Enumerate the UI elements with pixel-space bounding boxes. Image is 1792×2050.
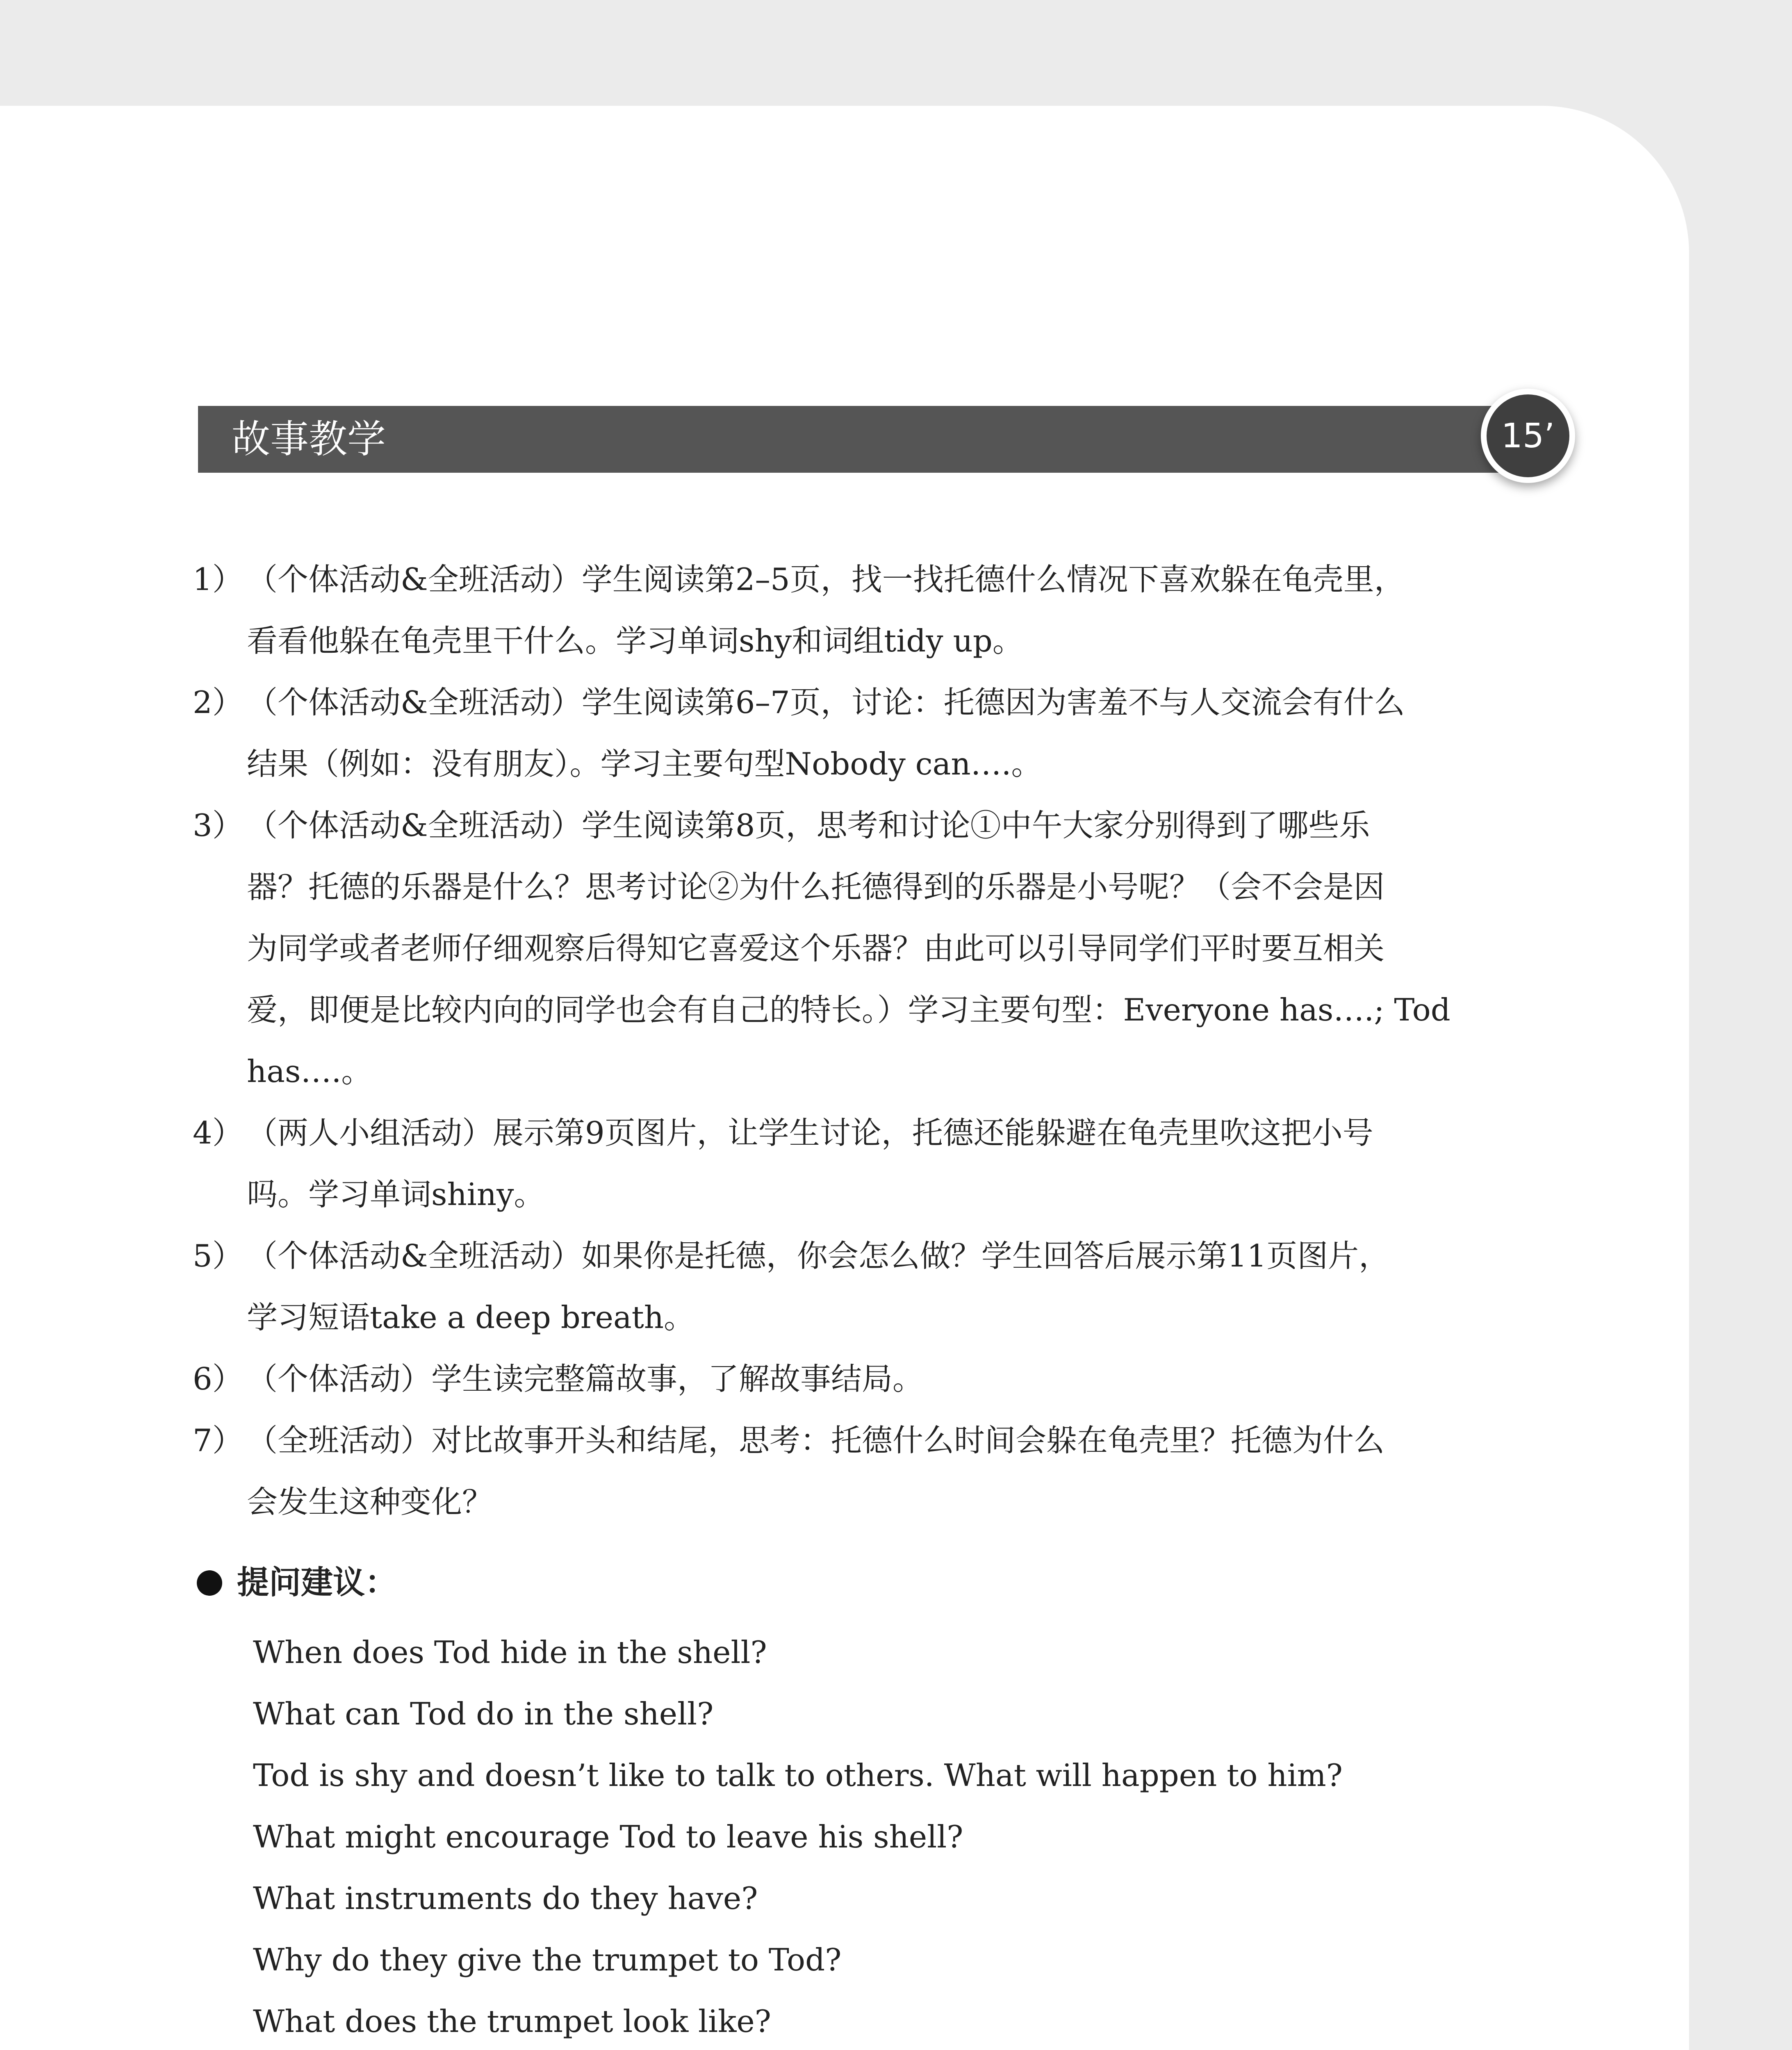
step-text-line: （个体活动&全班活动）学生阅读第2–5页，找一找托德什么情况下喜欢躲在龟壳里， [247,561,1405,597]
questions-heading [197,1558,397,1607]
step-text-line: （个体活动&全班活动）学生阅读第8页，思考和讨论①中午大家分别得到了哪些乐 [247,807,1370,843]
step-text-line: 结果（例如：没有朋友）。学习主要句型Nobody can….。 [247,746,1042,782]
step-item [193,549,1603,672]
time-badge: 15’ [1481,389,1575,483]
step-number: 6） [193,1361,243,1397]
step-text-line: 看看他躲在龟壳里干什么。学习单词shy和词组tidy up。 [247,623,1023,659]
step-text-line: （两人小组活动）展示第9页图片，让学生讨论，托德还能躲避在龟壳里吹这把小号 [247,1115,1373,1151]
step-text-line: （全班活动）对比故事开头和结尾，思考：托德什么时间会躲在龟壳里？托德为什么 [247,1422,1385,1458]
step-text-line: 吗。学习单词shiny。 [247,1176,545,1212]
step-item [193,1225,1603,1348]
step-number: 2） [193,684,243,720]
step-text-line: 为同学或者老师仔细观察后得知它喜爱这个乐器？由此可以引导同学们平时要互相关 [247,930,1385,966]
bullet-icon [197,1570,222,1596]
section-title: 故事教学 [232,417,386,462]
step-text-line: has….。 [247,1053,372,1089]
step-text-line: 学习短语take a deep breath。 [247,1299,695,1335]
step-number: 3） [193,807,243,843]
questions-heading-text: 提问建议： [237,1564,397,1601]
step-text-line: （个体活动&全班活动）学生阅读第6–7页，讨论：托德因为害羞不与人交流会有什么 [247,684,1405,720]
step-text-line: （个体活动&全班活动）如果你是托德，你会怎么做？学生回答后展示第11页图片， [247,1238,1390,1274]
question-item: When does Tod hide in the shell? [253,1634,767,1670]
question-item: What does the trumpet look like? [253,2003,772,2039]
question-item: What can Tod do in the shell? [253,1696,714,1732]
question-item: Tod is shy and doesn’t like to talk to others. What will happen to him? [253,1757,1343,1793]
step-item [193,795,1603,1102]
step-number: 7） [193,1422,243,1458]
teaching-steps [193,549,1603,1533]
section-header-bar [198,406,1550,473]
step-item [193,672,1603,795]
step-number: 5） [193,1238,243,1274]
step-item [193,1348,1603,1410]
step-number: 4） [193,1115,243,1151]
question-item: What instruments do they have? [253,1880,758,1916]
question-list [253,1622,1343,2050]
step-text-line: （个体活动）学生读完整篇故事，了解故事结局。 [247,1361,924,1397]
step-number: 1） [193,561,243,597]
step-item [193,1102,1603,1225]
question-item: Why do they give the trumpet to Tod? [253,1942,842,1978]
step-text-line: 会发生这种变化？ [247,1484,493,1520]
step-item [193,1410,1603,1533]
step-text-line: 爱，即便是比较内向的同学也会有自己的特长。）学习主要句型：Everyone has….; Tod [247,992,1450,1028]
question-item: What might encourage Tod to leave his shell? [253,1819,963,1855]
step-text-line: 器？托德的乐器是什么？思考讨论②为什么托德得到的乐器是小号呢？（会不会是因 [247,869,1385,905]
